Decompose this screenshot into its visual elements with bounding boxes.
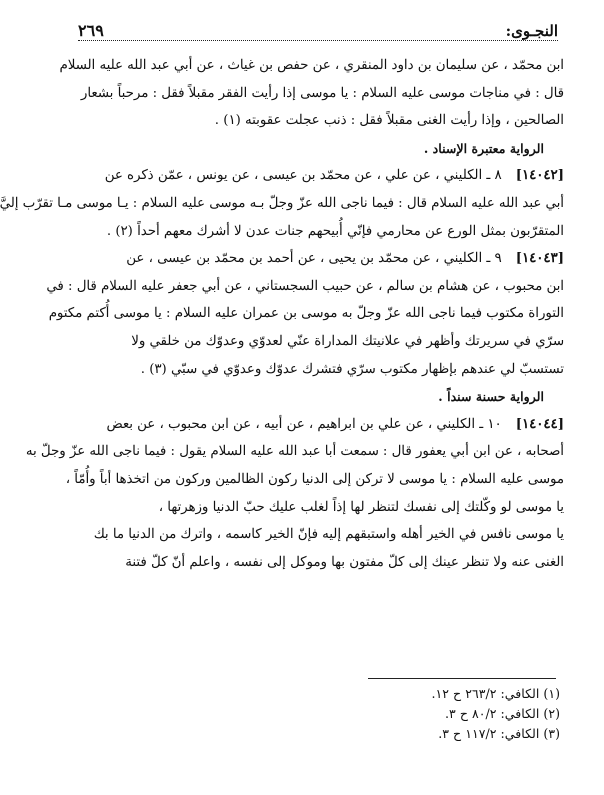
text-line: يا موسى نافس في الخير أهله واستبقهم إليه فإنّ الخير كاسمه ، واترك من الدنيا ما بك <box>93 527 564 543</box>
text-line: قال : في مناجات موسى عليه السلام : يا موسى إذا رأيت الفقر مقبلاً فقل : مرحباً بشعار <box>80 85 564 101</box>
footnote: (١) الكافي: ٢٦٣/٢ ح ١٢. <box>431 686 560 701</box>
footnote-separator <box>368 678 556 679</box>
footnote: (٣) الكافي: ١١٧/٢ ح ٣. <box>438 726 560 741</box>
chain-assessment-note: الرواية حسنة سنداً . <box>438 389 544 405</box>
page-number: ٢٦٩ <box>78 21 104 40</box>
text-line: أبي عبد الله عليه السلام قال : فيما ناجى الله عزّ وجلّ بـه موسى عليه السلام : يـا موسى مـا تقرّب إليَّ <box>0 195 564 211</box>
running-header <box>78 14 558 40</box>
text-line: الصالحين ، وإذا رأيت الغنى مقبلاً فقل : ذنب عجلت عقوبته (١) . <box>214 113 564 129</box>
hadith-number: [١٤٠٤٤] <box>515 416 564 432</box>
text-line: أصحابه ، عن ابن أبي يعفور قال : سمعت أبا عبد الله عليه السلام يقول : فيما ناجى الله عزّ وجلّ به <box>25 444 564 460</box>
text-line: الغنى عنه ولا تنظر عينك إلى كلّ مفتون بها وموكل إلى نفسه ، واعلم أنّ كلّ فتنة <box>125 554 564 570</box>
paragraph-hadith-14043 <box>46 245 564 383</box>
text-line: سرّي في سريرتك وأظهر في علانيتك المداراة عنّي لعدوّي وعدوّك من خلقي ولا <box>131 333 564 349</box>
text-line: المتقرّبون بمثل الورع عن محارمي فإنّي أُبيحهم جنات عدن لا أشرك معهم أحداً (٢) . <box>106 223 564 239</box>
footnotes <box>238 684 560 744</box>
chapter-title: النجـوى: <box>505 22 558 40</box>
paragraph-hadith-continued <box>59 52 564 135</box>
text-line: ابن محبوب ، عن هشام بن سالم ، عن حبيب السجستاني ، عن أبي جعفر عليه السلام قال : في <box>46 278 564 294</box>
text-line: التوراة مكتوب فيما ناجى الله عزّ وجلّ به موسى بن عمران عليه السلام : يا موسى أُكتم مكتوم <box>48 306 564 322</box>
hadith-number: [١٤٠٤٢] <box>515 168 564 184</box>
footnote: (٢) الكافي: ٨٠/٢ ح ٣. <box>445 706 560 721</box>
header-dotted-rule <box>78 40 558 41</box>
paragraph-hadith-14042 <box>0 162 564 245</box>
text-line: يا موسى لو وكّلتك إلى نفسك لتنظر لها إذاً لغلب عليك حبّ الدنيا وزهرتها ، <box>158 499 564 515</box>
text-line: [١٤٠٤٣]٩ ـ الكليني ، عن محمّد بن يحيى ، عن أحمد بن محمّد بن عيسى ، عن <box>126 251 564 267</box>
text-line: تستسبّ لي عندهم بإظهار مكتوب سرّي فتشرك عدوّك وعدوّي في سبّي (٣) . <box>140 361 564 377</box>
hadith-number: [١٤٠٤٣] <box>515 251 564 267</box>
text-line: [١٤٠٤٢]٨ ـ الكليني ، عن علي ، عن محمّد بن عيسى ، عن يونس ، عمّن ذكره عن <box>104 168 564 184</box>
text-line: [١٤٠٤٤]١٠ ـ الكليني ، عن علي بن ابراهيم ، عن أبيه ، عن ابن محبوب ، عن بعض <box>106 416 564 432</box>
chain-assessment-note: الرواية معتبرة الإسناد . <box>423 140 544 156</box>
main-text <box>0 52 564 576</box>
text-line: موسى عليه السلام : يا موسى لا تركن إلى الدنيا ركون الظالمين وركون من اتخذها أباً وأُمّاً ، <box>65 471 564 487</box>
text-line: ابن محمّد ، عن سليمان بن داود المنقري ، عن حفص بن غياث ، عن أبي عبد الله عليه السلام <box>59 58 564 73</box>
paragraph-hadith-14044 <box>25 411 564 577</box>
